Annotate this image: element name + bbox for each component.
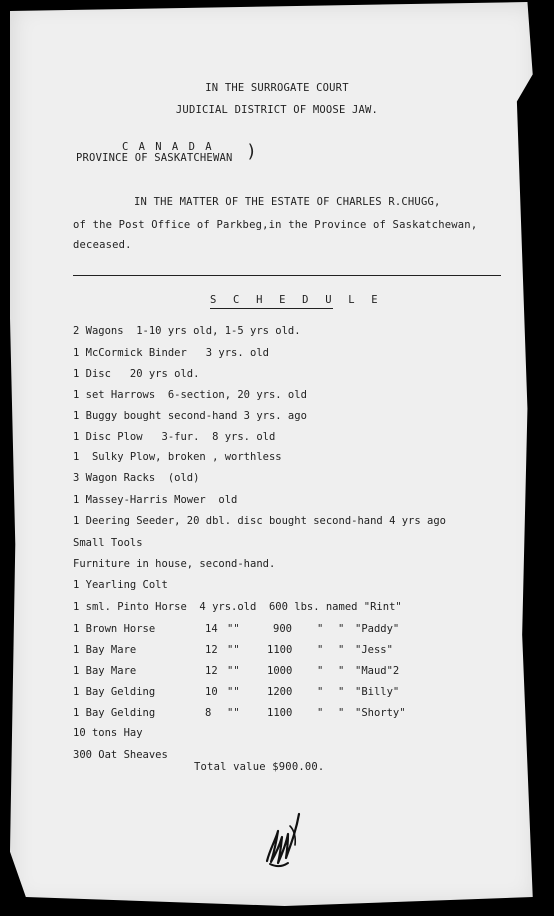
section-divider (73, 275, 501, 276)
horse-ditto-age: "" (227, 644, 240, 656)
country-heading: C A N A D A (122, 141, 214, 153)
horse-ditto-name: " (338, 686, 345, 698)
schedule-item: 1 Buggy bought second-hand 3 yrs. ago (73, 410, 307, 422)
horse-ditto-weight: " (317, 623, 324, 635)
horse-ditto-weight: " (317, 707, 324, 719)
horse-ditto-weight: " (317, 644, 324, 656)
schedule-item: 1 Yearling Colt (73, 579, 168, 591)
horse-description: 1 Bay Mare (73, 644, 137, 656)
estate-line-2: of the Post Office of Parkbeg,in the Province of Saskatchewan, (73, 219, 478, 231)
schedule-item: 1 Disc 20 yrs old. (73, 368, 200, 380)
schedule-item: 1 set Harrows 6-section, 20 yrs. old (73, 389, 307, 401)
schedule-item: 1 Massey-Harris Mower old (73, 494, 238, 506)
horse-description: 1 Bay Mare (73, 665, 137, 677)
court-heading: IN THE SURROGATE COURT (205, 82, 349, 94)
schedule-item: 2 Wagons 1-10 yrs old, 1-5 yrs old. (73, 325, 301, 337)
horse-age: 10 (205, 686, 218, 698)
horse-age: 12 (205, 665, 218, 677)
horse-ditto-name: " (338, 644, 345, 656)
horse-weight: 900 (273, 623, 292, 635)
horse-ditto-age: "" (227, 707, 240, 719)
horse-ditto-age: "" (227, 623, 240, 635)
horse-name: "Maud"2 (355, 665, 400, 677)
bracket-mark: ) (246, 141, 257, 162)
horse-description: 1 Brown Horse (73, 623, 156, 635)
schedule-title: S C H E D U L E (210, 294, 333, 309)
horse-ditto-name: " (338, 665, 345, 677)
horse-weight: 1100 (267, 644, 293, 656)
horse-weight: 1100 (267, 707, 293, 719)
schedule-item: 10 tons Hay (73, 727, 143, 739)
horse-ditto-weight: " (317, 686, 324, 698)
district-heading: JUDICIAL DISTRICT OF MOOSE JAW. (175, 104, 379, 116)
schedule-item: 1 Deering Seeder, 20 dbl. disc bought second-hand 4 yrs ago (73, 515, 446, 527)
horse-description: 1 Bay Gelding (73, 686, 156, 698)
horse-ditto-age: "" (227, 665, 240, 677)
horse-ditto-age: "" (227, 686, 240, 698)
horse-weight: 1000 (267, 665, 293, 677)
horse-age: 12 (205, 644, 218, 656)
horse-ditto-weight: " (317, 665, 324, 677)
horse-age: 8 (205, 707, 212, 719)
schedule-item: 300 Oat Sheaves (73, 749, 168, 761)
schedule-item: 1 Sulky Plow, broken , worthless (73, 451, 282, 463)
schedule-item: 1 Disc Plow 3-fur. 8 yrs. old (73, 431, 276, 443)
horse-description: 1 Bay Gelding (73, 707, 156, 719)
estate-line-3: deceased. (73, 239, 132, 251)
schedule-item: 1 McCormick Binder 3 yrs. old (73, 347, 269, 359)
horse-name: "Paddy" (355, 623, 400, 635)
estate-line-1: IN THE MATTER OF THE ESTATE OF CHARLES R.CHUGG, (134, 196, 441, 208)
schedule-item: Small Tools (73, 537, 143, 549)
province-heading: PROVINCE OF SASKATCHEWAN (76, 152, 233, 164)
schedule-item: 1 sml. Pinto Horse 4 yrs.old 600 lbs. named "Rint" (73, 601, 402, 613)
horse-ditto-name: " (338, 707, 345, 719)
horse-name: "Jess" (355, 644, 393, 656)
handwritten-signature (262, 806, 306, 874)
schedule-item: Furniture in house, second-hand. (73, 558, 276, 570)
schedule-item: 3 Wagon Racks (old) (73, 472, 200, 484)
horse-age: 14 (205, 623, 218, 635)
horse-ditto-name: " (338, 623, 345, 635)
horse-name: "Shorty" (355, 707, 406, 719)
total-value: Total value $900.00. (194, 761, 325, 773)
horse-name: "Billy" (355, 686, 400, 698)
horse-weight: 1200 (267, 686, 293, 698)
